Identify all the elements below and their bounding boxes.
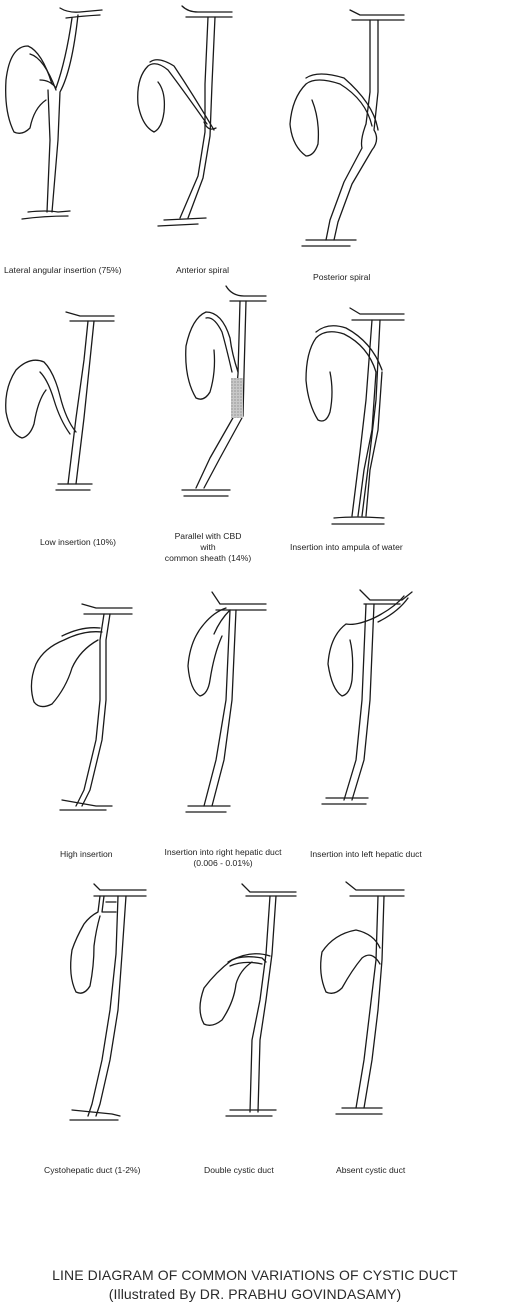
figure-low-insertion [6, 312, 114, 490]
title-line-2: (Illustrated By DR. PRABHU GOVINDASAMY) [108, 1286, 402, 1302]
figure-double-cystic-duct [200, 884, 296, 1116]
figure-absent-cystic-duct [321, 882, 404, 1114]
caption-insertion-right-hepatic-duct [150, 847, 296, 869]
figure-posterior-spiral [290, 10, 404, 246]
caption-low-insertion [40, 537, 116, 548]
caption-insertion-into-ampulla [290, 542, 403, 553]
figure-insertion-right-hepatic-duct [186, 592, 266, 812]
caption-posterior-spiral [313, 272, 370, 283]
caption-text: Absent cystic duct [336, 1165, 406, 1175]
caption-text: Low insertion (10%) [40, 537, 116, 547]
caption-text: Posterior spiral [313, 272, 371, 282]
diagram-title [0, 1266, 510, 1304]
caption-high-insertion [60, 849, 113, 860]
figure-cystohepatic-duct [70, 884, 146, 1120]
title-line-1: LINE DIAGRAM OF COMMON VARIATIONS OF CYSTIC DUCT [52, 1267, 458, 1283]
caption-absent-cystic-duct [336, 1165, 405, 1176]
caption-lateral-angular-insertion [4, 265, 122, 276]
figure-lateral-angular-insertion [6, 8, 102, 219]
caption-text: Insertion into left hepatic duct [310, 849, 422, 859]
caption-text-line-1: Parallel with CBD [174, 531, 242, 541]
caption-cystohepatic-duct [44, 1165, 140, 1176]
figure-insertion-into-ampulla [306, 308, 404, 524]
caption-text: Cystohepatic duct (1-2%) [44, 1165, 141, 1175]
caption-anterior-spiral [176, 265, 229, 276]
caption-double-cystic-duct [204, 1165, 274, 1176]
caption-text: Insertion into ampula of water [290, 542, 403, 552]
caption-insertion-left-hepatic-duct [310, 849, 422, 860]
figure-anterior-spiral [138, 6, 232, 226]
caption-text-line-2: (0.006 - 0.01%) [193, 858, 253, 868]
caption-text-line-1: Insertion into right hepatic duct [164, 847, 282, 857]
figure-insertion-left-hepatic-duct [322, 590, 412, 804]
caption-text: Lateral angular insertion (75%) [4, 265, 122, 275]
caption-text-line-2: with [200, 542, 216, 552]
caption-text: High insertion [60, 849, 113, 859]
caption-text-line-3: common sheath (14%) [164, 553, 252, 563]
figure-high-insertion [31, 604, 132, 810]
caption-text: Anterior spiral [176, 265, 230, 275]
caption-parallel-common-sheath [150, 531, 266, 564]
figure-parallel-common-sheath [182, 286, 266, 496]
common-sheath-shading [231, 378, 243, 418]
caption-text: Double cystic duct [204, 1165, 274, 1175]
